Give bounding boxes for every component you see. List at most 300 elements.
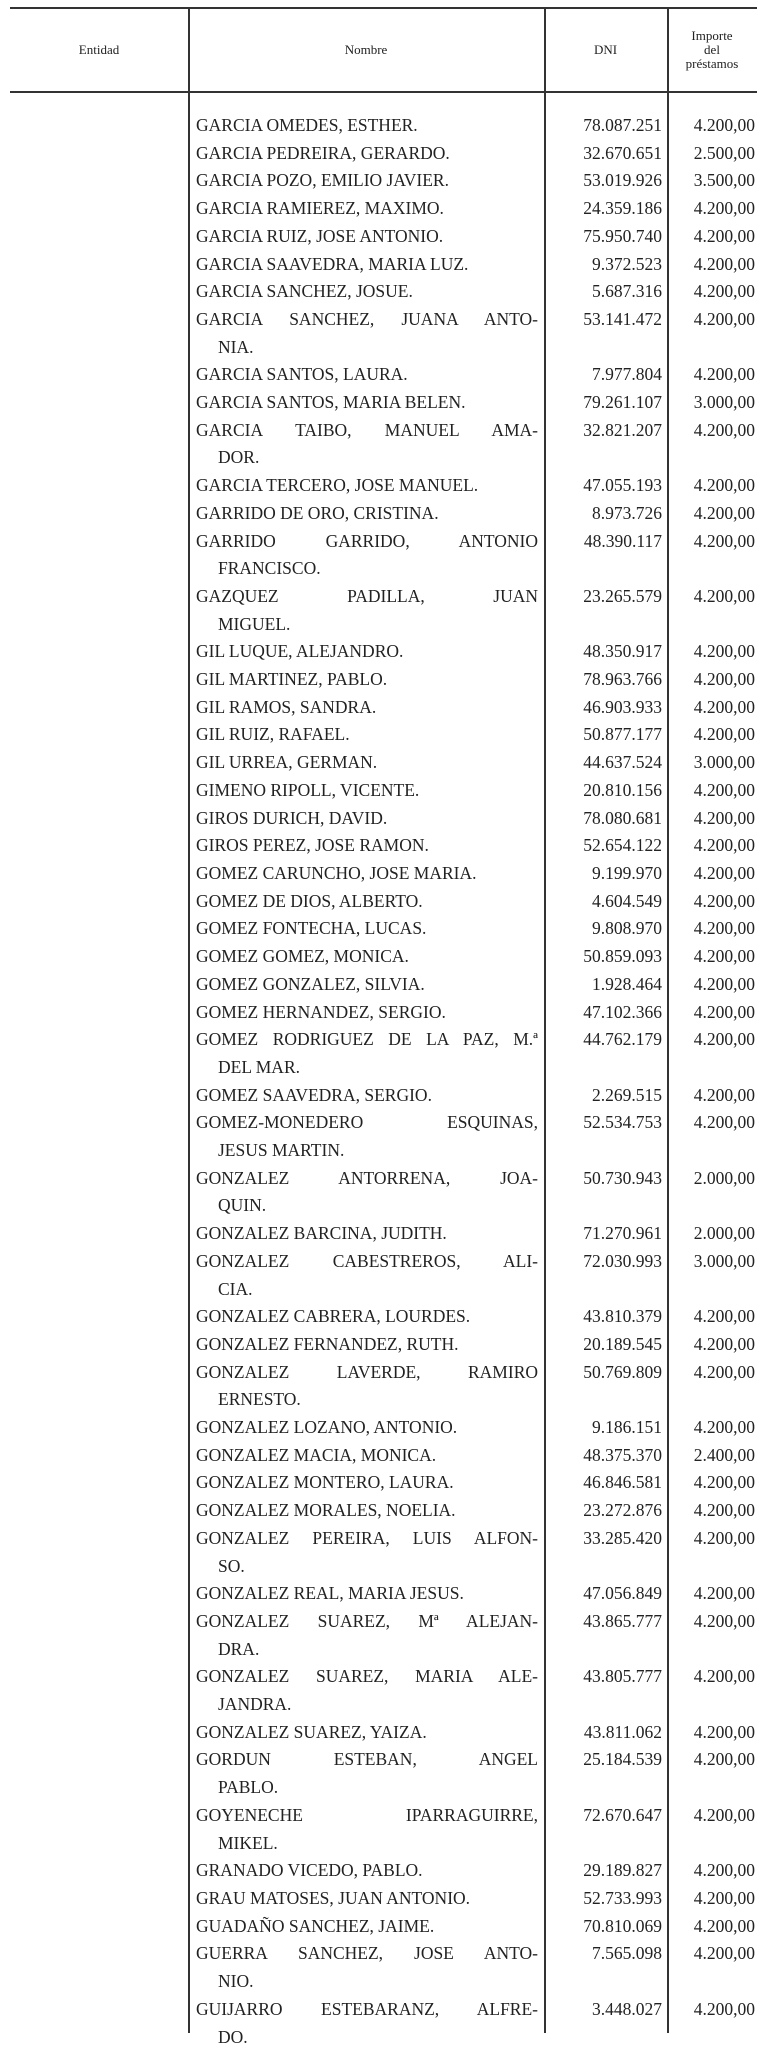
cell-nombre <box>188 278 544 306</box>
table-row <box>10 1746 757 1801</box>
cell-nombre <box>188 1746 544 1801</box>
cell-dni: 23.265.579 <box>583 585 662 606</box>
table-row <box>10 472 757 500</box>
cell-dni: 79.261.107 <box>583 392 662 413</box>
table-row <box>10 1608 757 1663</box>
cell-entidad <box>10 306 188 361</box>
name-line: GARCIA SAAVEDRA, MARIA LUZ. <box>196 253 469 274</box>
cell-entidad <box>10 278 188 306</box>
cell-nombre <box>188 1331 544 1359</box>
cell-nombre <box>188 860 544 888</box>
cell-dni: 4.604.549 <box>592 890 662 911</box>
cell-dni: 46.846.581 <box>583 1472 662 1493</box>
cell-entidad <box>10 195 188 223</box>
cell-dni: 78.080.681 <box>583 807 662 828</box>
cell-dni: 53.141.472 <box>583 308 662 329</box>
name-line: GARCIA OMEDES, ESTHER. <box>196 115 418 135</box>
cell-dni: 46.903.933 <box>583 696 662 717</box>
table-row <box>10 943 757 971</box>
name-line: GONZALEZ BARCINA, JUDITH. <box>196 1223 447 1244</box>
cell-importe: 4.200,00 <box>693 1500 755 1521</box>
cell-dni: 44.762.179 <box>583 1029 662 1050</box>
cell-entidad <box>10 1220 188 1248</box>
cell-entidad <box>10 417 188 472</box>
table-row <box>10 1663 757 1718</box>
cell-dni: 7.977.804 <box>592 364 662 385</box>
cell-importe: 4.200,00 <box>693 308 755 329</box>
table-row <box>10 1580 757 1608</box>
cell-nombre <box>188 500 544 528</box>
cell-nombre <box>188 167 544 195</box>
cell-nombre <box>188 1885 544 1913</box>
cell-dni: 52.654.122 <box>583 835 662 856</box>
cell-importe: 4.200,00 <box>693 946 755 967</box>
cell-entidad <box>10 361 188 389</box>
cell-entidad <box>10 1248 188 1303</box>
cell-entidad <box>10 721 188 749</box>
table-row <box>10 1109 757 1164</box>
cell-entidad <box>10 1359 188 1414</box>
cell-nombre <box>188 251 544 279</box>
cell-entidad <box>10 1331 188 1359</box>
cell-nombre <box>188 361 544 389</box>
header-importe-line: Importe <box>691 28 733 43</box>
cell-importe: 3.000,00 <box>693 752 755 773</box>
cell-importe: 4.200,00 <box>693 1749 755 1770</box>
cell-importe: 4.200,00 <box>693 1112 755 1133</box>
cell-entidad <box>10 694 188 722</box>
name-line: GONZALEZ FERNANDEZ, RUTH. <box>196 1333 459 1354</box>
cell-dni: 32.821.207 <box>583 419 662 440</box>
cell-nombre <box>188 721 544 749</box>
cell-importe: 4.200,00 <box>693 530 755 551</box>
name-line: GOMEZ HERNANDEZ, SERGIO. <box>196 1001 446 1022</box>
name-line: GUIJARRO ESTEBARANZ, ALFRE- <box>196 1998 538 2019</box>
table-row <box>10 777 757 805</box>
cell-importe: 4.200,00 <box>693 862 755 883</box>
cell-nombre <box>188 638 544 666</box>
cell-nombre <box>188 1913 544 1941</box>
header-entidad: Entidad <box>78 42 120 57</box>
cell-entidad <box>10 1663 188 1718</box>
name-continuation: JESUS MARTIN. <box>218 1140 345 1161</box>
cell-importe: 4.200,00 <box>693 1943 755 1964</box>
cell-entidad <box>10 167 188 195</box>
table-row <box>10 1497 757 1525</box>
cell-dni: 72.030.993 <box>583 1250 662 1271</box>
cell-dni: 75.950.740 <box>583 225 662 246</box>
cell-importe: 4.200,00 <box>693 281 755 302</box>
cell-dni: 48.375.370 <box>583 1444 662 1465</box>
cell-nombre <box>188 943 544 971</box>
cell-entidad <box>10 971 188 999</box>
table-row <box>10 1469 757 1497</box>
table-row <box>10 1248 757 1303</box>
name-line: GIL URREA, GERMAN. <box>196 752 378 773</box>
cell-dni: 20.189.545 <box>583 1333 662 1354</box>
name-continuation: DO. <box>218 2026 248 2047</box>
cell-importe: 4.200,00 <box>693 585 755 606</box>
cell-entidad <box>10 1026 188 1081</box>
cell-importe: 4.200,00 <box>693 1084 755 1105</box>
name-continuation: NIA. <box>218 336 254 357</box>
table-row <box>10 1719 757 1747</box>
cell-nombre <box>188 1303 544 1331</box>
name-continuation: SO. <box>218 1555 245 1576</box>
cell-nombre <box>188 1469 544 1497</box>
name-line: GONZALEZ LAVERDE, RAMIRO <box>196 1361 538 1382</box>
cell-importe: 4.200,00 <box>693 253 755 274</box>
cell-dni: 9.808.970 <box>592 918 662 939</box>
cell-nombre <box>188 832 544 860</box>
cell-entidad <box>10 1414 188 1442</box>
cell-dni: 50.769.809 <box>583 1361 662 1382</box>
cell-nombre <box>188 1165 544 1220</box>
name-line: GOMEZ-MONEDERO ESQUINAS, <box>196 1112 538 1133</box>
name-line: GIL RUIZ, RAFAEL. <box>196 724 350 745</box>
cell-dni: 24.359.186 <box>583 198 662 219</box>
cell-importe: 4.200,00 <box>693 835 755 856</box>
name-line: GARCIA SANTOS, MARIA BELEN. <box>196 392 466 413</box>
cell-nombre <box>188 1109 544 1164</box>
cell-importe: 4.200,00 <box>693 779 755 800</box>
cell-entidad <box>10 999 188 1027</box>
cell-entidad <box>10 805 188 833</box>
cell-nombre <box>188 888 544 916</box>
name-line: GIL RAMOS, SANDRA. <box>196 696 377 717</box>
cell-nombre <box>188 915 544 943</box>
cell-importe: 4.200,00 <box>693 1583 755 1604</box>
table-header-rule <box>10 91 757 93</box>
name-continuation: MIKEL. <box>218 1832 278 1853</box>
name-line: GONZALEZ SUAREZ, YAIZA. <box>196 1721 427 1742</box>
cell-dni: 9.199.970 <box>592 862 662 883</box>
name-line: GONZALEZ REAL, MARIA JESUS. <box>196 1583 464 1604</box>
table-row <box>10 694 757 722</box>
cell-nombre <box>188 971 544 999</box>
cell-entidad <box>10 749 188 777</box>
table-row <box>10 1331 757 1359</box>
cell-entidad <box>10 1469 188 1497</box>
table-row <box>10 1442 757 1470</box>
cell-importe: 4.200,00 <box>693 364 755 385</box>
cell-nombre <box>188 1248 544 1303</box>
cell-entidad <box>10 251 188 279</box>
loans-table <box>10 7 757 2047</box>
cell-importe: 2.500,00 <box>693 142 755 163</box>
name-continuation: CIA. <box>218 1278 253 1299</box>
table-row <box>10 721 757 749</box>
cell-importe: 4.200,00 <box>693 1361 755 1382</box>
cell-entidad <box>10 112 188 140</box>
cell-dni: 50.859.093 <box>583 946 662 967</box>
name-continuation: DEL MAR. <box>218 1056 300 1077</box>
cell-entidad <box>10 1580 188 1608</box>
cell-entidad <box>10 223 188 251</box>
table-row <box>10 583 757 638</box>
cell-entidad <box>10 583 188 638</box>
name-line: GIMENO RIPOLL, VICENTE. <box>196 779 420 800</box>
cell-importe: 4.200,00 <box>693 1888 755 1908</box>
name-continuation: JANDRA. <box>218 1694 292 1715</box>
cell-nombre <box>188 1663 544 1718</box>
cell-entidad <box>10 1802 188 1857</box>
table-row <box>10 971 757 999</box>
cell-dni: 8.973.726 <box>592 502 662 523</box>
table-row <box>10 361 757 389</box>
table-row <box>10 1802 757 1857</box>
cell-importe: 3.000,00 <box>693 1250 755 1271</box>
cell-entidad <box>10 1940 188 1995</box>
name-continuation: DOR. <box>218 447 260 468</box>
cell-dni: 2.269.515 <box>592 1084 662 1105</box>
table-row <box>10 1220 757 1248</box>
table-row <box>10 915 757 943</box>
name-line: GONZALEZ SUAREZ, Mª ALEJAN- <box>196 1610 538 1631</box>
cell-importe: 4.200,00 <box>693 724 755 745</box>
cell-nombre <box>188 1442 544 1470</box>
table-row <box>10 417 757 472</box>
cell-dni: 52.534.753 <box>583 1112 662 1133</box>
cell-dni: 1.928.464 <box>592 973 662 994</box>
table-row <box>10 1026 757 1081</box>
cell-dni: 72.670.647 <box>583 1804 662 1825</box>
cell-importe: 4.200,00 <box>693 1417 755 1438</box>
cell-importe: 4.200,00 <box>693 1306 755 1327</box>
cell-nombre <box>188 1802 544 1857</box>
table-row <box>10 749 757 777</box>
name-line: GORDUN ESTEBAN, ANGEL <box>196 1749 538 1770</box>
cell-importe: 4.200,00 <box>693 225 755 246</box>
table-row <box>10 638 757 666</box>
cell-importe: 2.000,00 <box>693 1223 755 1244</box>
table-row <box>10 167 757 195</box>
cell-importe: 4.200,00 <box>693 1804 755 1825</box>
cell-dni: 53.019.926 <box>583 170 662 191</box>
name-continuation: MIGUEL. <box>218 613 291 634</box>
cell-dni: 25.184.539 <box>583 1749 662 1770</box>
cell-entidad <box>10 832 188 860</box>
name-continuation: NIO. <box>218 1971 254 1992</box>
cell-nombre <box>188 1525 544 1580</box>
cell-nombre <box>188 694 544 722</box>
cell-importe: 4.200,00 <box>693 115 755 135</box>
cell-dni: 43.810.379 <box>583 1306 662 1327</box>
table-row <box>10 1885 757 1913</box>
cell-importe: 4.200,00 <box>693 475 755 496</box>
name-line: GRANADO VICEDO, PABLO. <box>196 1860 423 1881</box>
cell-dni: 29.189.827 <box>583 1860 662 1881</box>
cell-importe: 4.200,00 <box>693 918 755 939</box>
name-continuation: DRA. <box>218 1638 260 1659</box>
cell-importe: 4.200,00 <box>693 669 755 690</box>
table-row <box>10 1414 757 1442</box>
name-line: GONZALEZ MONTERO, LAURA. <box>196 1472 454 1493</box>
cell-nombre <box>188 583 544 638</box>
table-row <box>10 832 757 860</box>
cell-dni: 47.055.193 <box>583 475 662 496</box>
cell-entidad <box>10 638 188 666</box>
name-line: GOMEZ GOMEZ, MONICA. <box>196 946 409 967</box>
name-line: GOYENECHE IPARRAGUIRRE, <box>196 1804 538 1825</box>
table-row <box>10 1996 757 2051</box>
header-nombre: Nombre <box>344 42 388 57</box>
cell-dni: 78.087.251 <box>583 115 662 135</box>
cell-importe: 2.000,00 <box>693 1167 755 1188</box>
cell-entidad <box>10 1165 188 1220</box>
table-row <box>10 306 757 361</box>
name-line: GARCIA PEDREIRA, GERARDO. <box>196 142 450 163</box>
cell-dni: 7.565.098 <box>592 1943 662 1964</box>
cell-dni: 70.810.069 <box>583 1915 662 1936</box>
cell-entidad <box>10 140 188 168</box>
name-line: GONZALEZ CABRERA, LOURDES. <box>196 1306 471 1327</box>
cell-dni: 43.805.777 <box>583 1666 662 1687</box>
table-row <box>10 278 757 306</box>
cell-importe: 4.200,00 <box>693 807 755 828</box>
name-line: GUERRA SANCHEZ, JOSE ANTO- <box>196 1943 538 1964</box>
name-line: GONZALEZ LOZANO, ANTONIO. <box>196 1417 458 1438</box>
name-continuation: QUIN. <box>218 1195 267 1216</box>
cell-importe: 4.200,00 <box>693 1915 755 1936</box>
name-line: GUADAÑO SANCHEZ, JAIME. <box>196 1915 435 1936</box>
cell-dni: 47.056.849 <box>583 1583 662 1604</box>
name-line: GOMEZ RODRIGUEZ DE LA PAZ, M.ª <box>196 1029 538 1050</box>
cell-nombre <box>188 749 544 777</box>
cell-dni: 43.811.062 <box>583 1721 662 1742</box>
name-line: GAZQUEZ PADILLA, JUAN <box>196 585 538 606</box>
cell-importe: 2.400,00 <box>693 1444 755 1465</box>
cell-nombre <box>188 223 544 251</box>
cell-dni: 48.390.117 <box>583 530 662 551</box>
cell-nombre <box>188 1359 544 1414</box>
cell-dni: 32.670.651 <box>583 142 662 163</box>
cell-nombre <box>188 389 544 417</box>
cell-importe: 4.200,00 <box>693 1527 755 1548</box>
cell-dni: 78.963.766 <box>583 669 662 690</box>
cell-nombre <box>188 112 544 140</box>
cell-dni: 52.733.993 <box>583 1888 662 1908</box>
cell-dni: 48.350.917 <box>583 641 662 662</box>
table-row <box>10 999 757 1027</box>
cell-nombre <box>188 666 544 694</box>
cell-nombre <box>188 805 544 833</box>
name-line: GOMEZ GONZALEZ, SILVIA. <box>196 973 425 994</box>
cell-dni: 50.877.177 <box>583 724 662 745</box>
cell-entidad <box>10 1082 188 1110</box>
cell-nombre <box>188 1220 544 1248</box>
cell-nombre <box>188 1026 544 1081</box>
cell-entidad <box>10 389 188 417</box>
name-continuation: FRANCISCO. <box>218 558 321 579</box>
cell-entidad <box>10 1608 188 1663</box>
cell-nombre <box>188 472 544 500</box>
name-line: GIROS DURICH, DAVID. <box>196 807 388 828</box>
cell-nombre <box>188 1082 544 1110</box>
table-row <box>10 666 757 694</box>
name-continuation: ERNESTO. <box>218 1389 301 1410</box>
table-row <box>10 1303 757 1331</box>
cell-entidad <box>10 1525 188 1580</box>
table-row <box>10 1940 757 1995</box>
cell-dni: 44.637.524 <box>583 752 662 773</box>
cell-importe: 4.200,00 <box>693 973 755 994</box>
cell-entidad <box>10 1442 188 1470</box>
cell-entidad <box>10 472 188 500</box>
name-line: GARRIDO GARRIDO, ANTONIO <box>196 530 538 551</box>
table-row <box>10 805 757 833</box>
name-line: GIL MARTINEZ, PABLO. <box>196 669 388 690</box>
cell-dni: 71.270.961 <box>583 1223 662 1244</box>
cell-importe: 4.200,00 <box>693 1610 755 1631</box>
cell-importe: 3.000,00 <box>693 392 755 413</box>
cell-entidad <box>10 1913 188 1941</box>
name-line: GONZALEZ SUAREZ, MARIA ALE- <box>196 1666 538 1687</box>
cell-dni: 23.272.876 <box>583 1500 662 1521</box>
header-importe-line: préstamos <box>685 56 739 71</box>
cell-entidad <box>10 1857 188 1885</box>
name-line: GARCIA POZO, EMILIO JAVIER. <box>196 170 449 191</box>
cell-entidad <box>10 1497 188 1525</box>
name-line: GONZALEZ PEREIRA, LUIS ALFON- <box>196 1527 538 1548</box>
cell-importe: 4.200,00 <box>693 502 755 523</box>
cell-dni: 9.186.151 <box>592 1417 662 1438</box>
name-line: GOMEZ FONTECHA, LUCAS. <box>196 918 427 939</box>
table-row <box>10 888 757 916</box>
table-row <box>10 1525 757 1580</box>
cell-nombre <box>188 417 544 472</box>
cell-importe: 4.200,00 <box>693 696 755 717</box>
cell-entidad <box>10 1719 188 1747</box>
cell-entidad <box>10 1996 188 2051</box>
name-line: GARCIA TAIBO, MANUEL AMA- <box>196 419 538 440</box>
cell-nombre <box>188 999 544 1027</box>
cell-importe: 4.200,00 <box>693 1998 755 2019</box>
cell-dni: 5.687.316 <box>592 281 662 302</box>
cell-nombre <box>188 1940 544 1995</box>
name-line: GRAU MATOSES, JUAN ANTONIO. <box>196 1888 471 1908</box>
cell-importe: 4.200,00 <box>693 198 755 219</box>
cell-nombre <box>188 1414 544 1442</box>
table-row <box>10 112 757 140</box>
table-row <box>10 223 757 251</box>
cell-nombre <box>188 140 544 168</box>
name-line: GARCIA RAMIEREZ, MAXIMO. <box>196 198 444 219</box>
cell-nombre <box>188 306 544 361</box>
table-row <box>10 195 757 223</box>
name-continuation: PABLO. <box>218 1777 279 1798</box>
cell-entidad <box>10 1303 188 1331</box>
name-line: GONZALEZ ANTORRENA, JOA- <box>196 1167 538 1188</box>
cell-nombre <box>188 528 544 583</box>
cell-dni: 20.810.156 <box>583 779 662 800</box>
cell-importe: 4.200,00 <box>693 1860 755 1881</box>
cell-entidad <box>10 666 188 694</box>
table-row <box>10 389 757 417</box>
cell-dni: 3.448.027 <box>592 1998 662 2019</box>
cell-importe: 4.200,00 <box>693 1666 755 1687</box>
header-dni: DNI <box>593 42 618 57</box>
cell-importe: 4.200,00 <box>693 1721 755 1742</box>
cell-importe: 4.200,00 <box>693 1001 755 1022</box>
table-body <box>10 112 757 2051</box>
cell-importe: 4.200,00 <box>693 419 755 440</box>
cell-nombre <box>188 1497 544 1525</box>
name-line: GIL LUQUE, ALEJANDRO. <box>196 641 404 662</box>
cell-nombre <box>188 1719 544 1747</box>
name-line: GARCIA SANCHEZ, JUANA ANTO- <box>196 308 538 329</box>
table-row <box>10 1359 757 1414</box>
